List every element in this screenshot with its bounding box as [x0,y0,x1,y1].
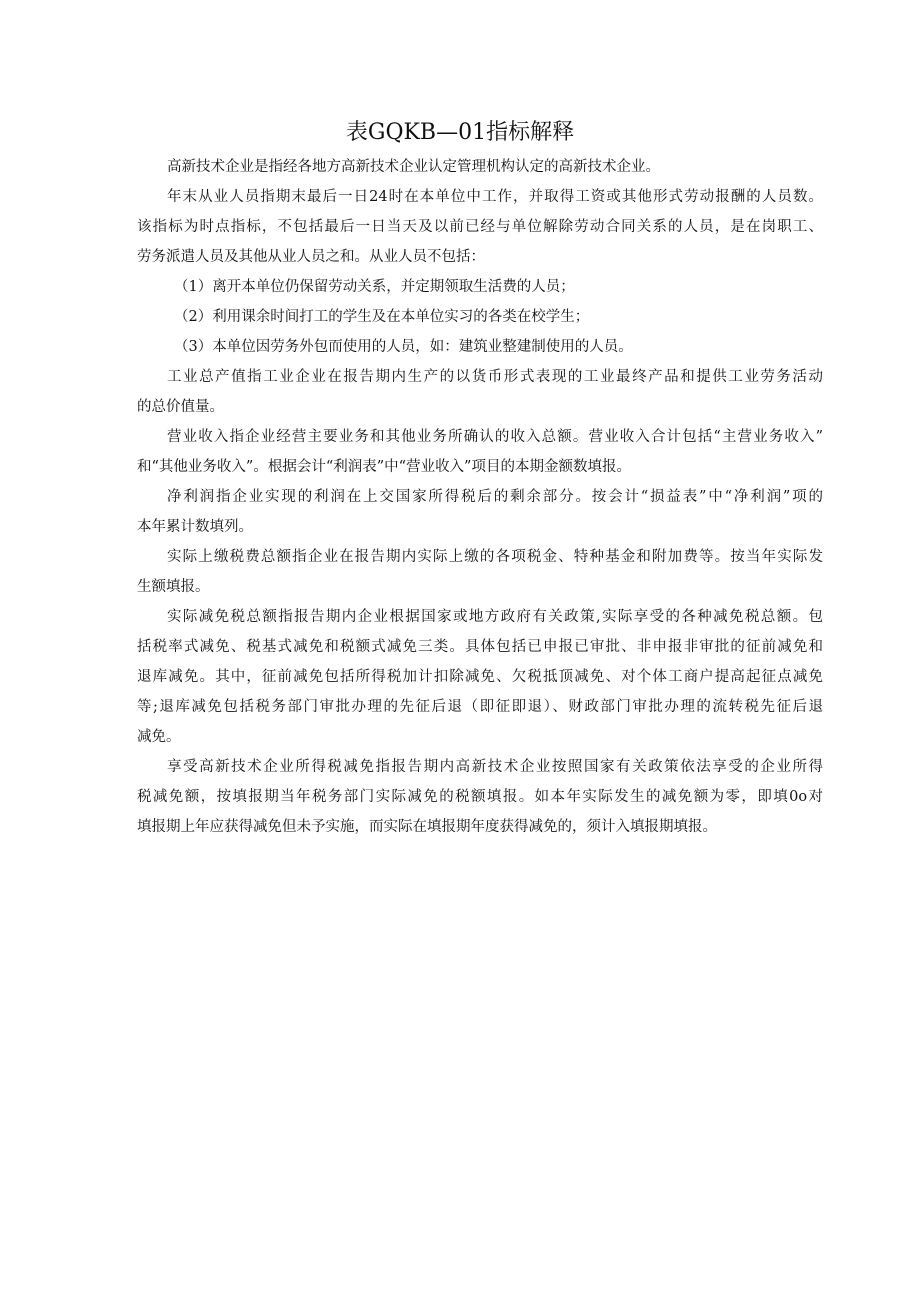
text-line: （2）利用课余时间打工的学生及在本单位实习的各类在校学生； [174,309,590,325]
paragraph [137,602,823,752]
list-item [137,302,823,332]
text-line: 退库减免。其中，征前减免包括所得税加计扣除减免、欠税抵顶减免、对个体工商户提高起征点减免 [137,669,823,685]
text-line: 实际减免税总额指报告期内企业根据国家或地方政府有关政策,实际享受的各种减免税总额。包 [167,609,823,625]
list-item [137,272,823,302]
text-line: 生额填报。 [137,579,210,595]
text-line: 填报期上年应获得减免但未予实施，而实际在填报期年度获得减免的，须计入填报期填报。 [137,819,717,835]
list-item [137,332,823,362]
text-line: 高新技术企业是指经各地方高新技术企业认定管理机构认定的高新技术企业。 [167,159,660,175]
text-line: 营业收入指企业经营主要业务和其他业务所确认的收入总额。营业收入合计包括“主营业务收入” [167,429,823,445]
text-line: 劳务派遣人员及其他从业人员之和。从业人员不包括： [137,249,485,265]
paragraph [137,752,823,842]
paragraph [137,152,823,182]
text-line: 减免。 [137,729,181,745]
paragraph [137,482,823,542]
page-title: 表GQKB—01指标解释 [345,120,575,145]
text-line: （1）离开本单位仍保留劳动关系，并定期领取生活费的人员； [174,279,575,295]
text-line: 税减免额，按填报期当年税务部门实际减免的税额填报。如本年实际发生的减免额为零，即填0o对 [137,789,823,805]
text-line: 和“其他业务收入”。根据会计“利润表”中“营业收入”项目的本期金额数填报。 [137,459,631,475]
paragraph [137,542,823,602]
text-line: 年末从业人员指期末最后一日24时在本单位中工作，并取得工资或其他形式劳动报酬的人员数。 [167,189,823,205]
text-line: 该指标为时点指标，不包括最后一日当天及以前已经与单位解除劳动合同关系的人员，是在岗职工、 [137,219,823,235]
text-line: 实际上缴税费总额指企业在报告期内实际上缴的各项税金、特种基金和附加费等。按当年实际发 [167,549,823,565]
text-line: 工业总产值指工业企业在报告期内生产的以货币形式表现的工业最终产品和提供工业劳务活动 [167,369,823,385]
text-line: 享受高新技术企业所得税减免指报告期内高新技术企业按照国家有关政策依法享受的企业所得 [167,759,823,775]
document-body [137,152,823,842]
text-line: 括税率式减免、税基式减免和税额式减免三类。具体包括已申报已审批、非申报非审批的征前减免和 [137,639,823,655]
paragraph [137,362,823,422]
text-line: 的总价值量。 [137,399,224,415]
text-line: （3）本单位因劳务外包而使用的人员，如：建筑业整建制使用的人员。 [174,339,633,355]
text-line: 净利润指企业实现的利润在上交国家所得税后的剩余部分。按会计“损益表”中“净利润”项的 [167,489,823,505]
paragraph [137,182,823,272]
text-line: 等;退库减免包括税务部门审批办理的先征后退（即征即退）、财政部门审批办理的流转税先征后退 [137,699,823,715]
paragraph [137,422,823,482]
text-line: 本年累计数填列。 [137,519,253,535]
